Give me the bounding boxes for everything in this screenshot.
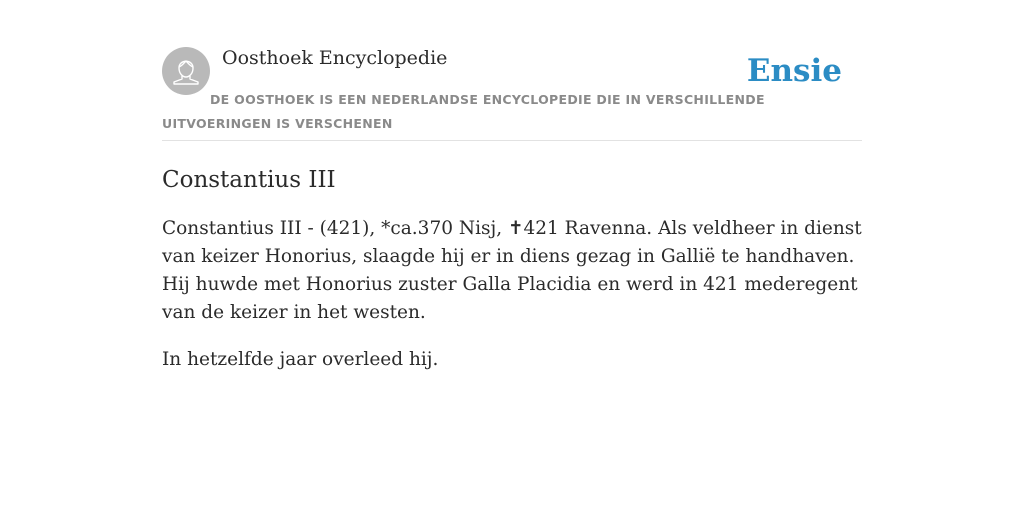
ensie-logo[interactable]: Ensie: [746, 53, 842, 89]
source-name[interactable]: Oosthoek Encyclopedie: [222, 47, 448, 69]
source-description: DE OOSTHOEK IS EEN NEDERLANDSE ENCYCLOPEDIE DIE IN VERSCHILLENDE UITVOERINGEN IS VERSCHENEN: [162, 92, 765, 131]
article-title: Constantius III: [162, 167, 336, 193]
article-card: [162, 46, 862, 374]
article-paragraph: In hetzelfde jaar overleed hij.: [162, 349, 439, 370]
article-paragraph: Constantius III - (421), *ca.370 Nisj, ✝421 Ravenna. Als veldheer in dienst van keizer Honorius, slaagde hij er in diens gezag in Gallië te handhaven. Hij huwde met Honorius zuster Galla Placidia en werd in 421 mederegent van de keizer in het westen.: [162, 218, 862, 323]
source-header: [162, 46, 862, 141]
